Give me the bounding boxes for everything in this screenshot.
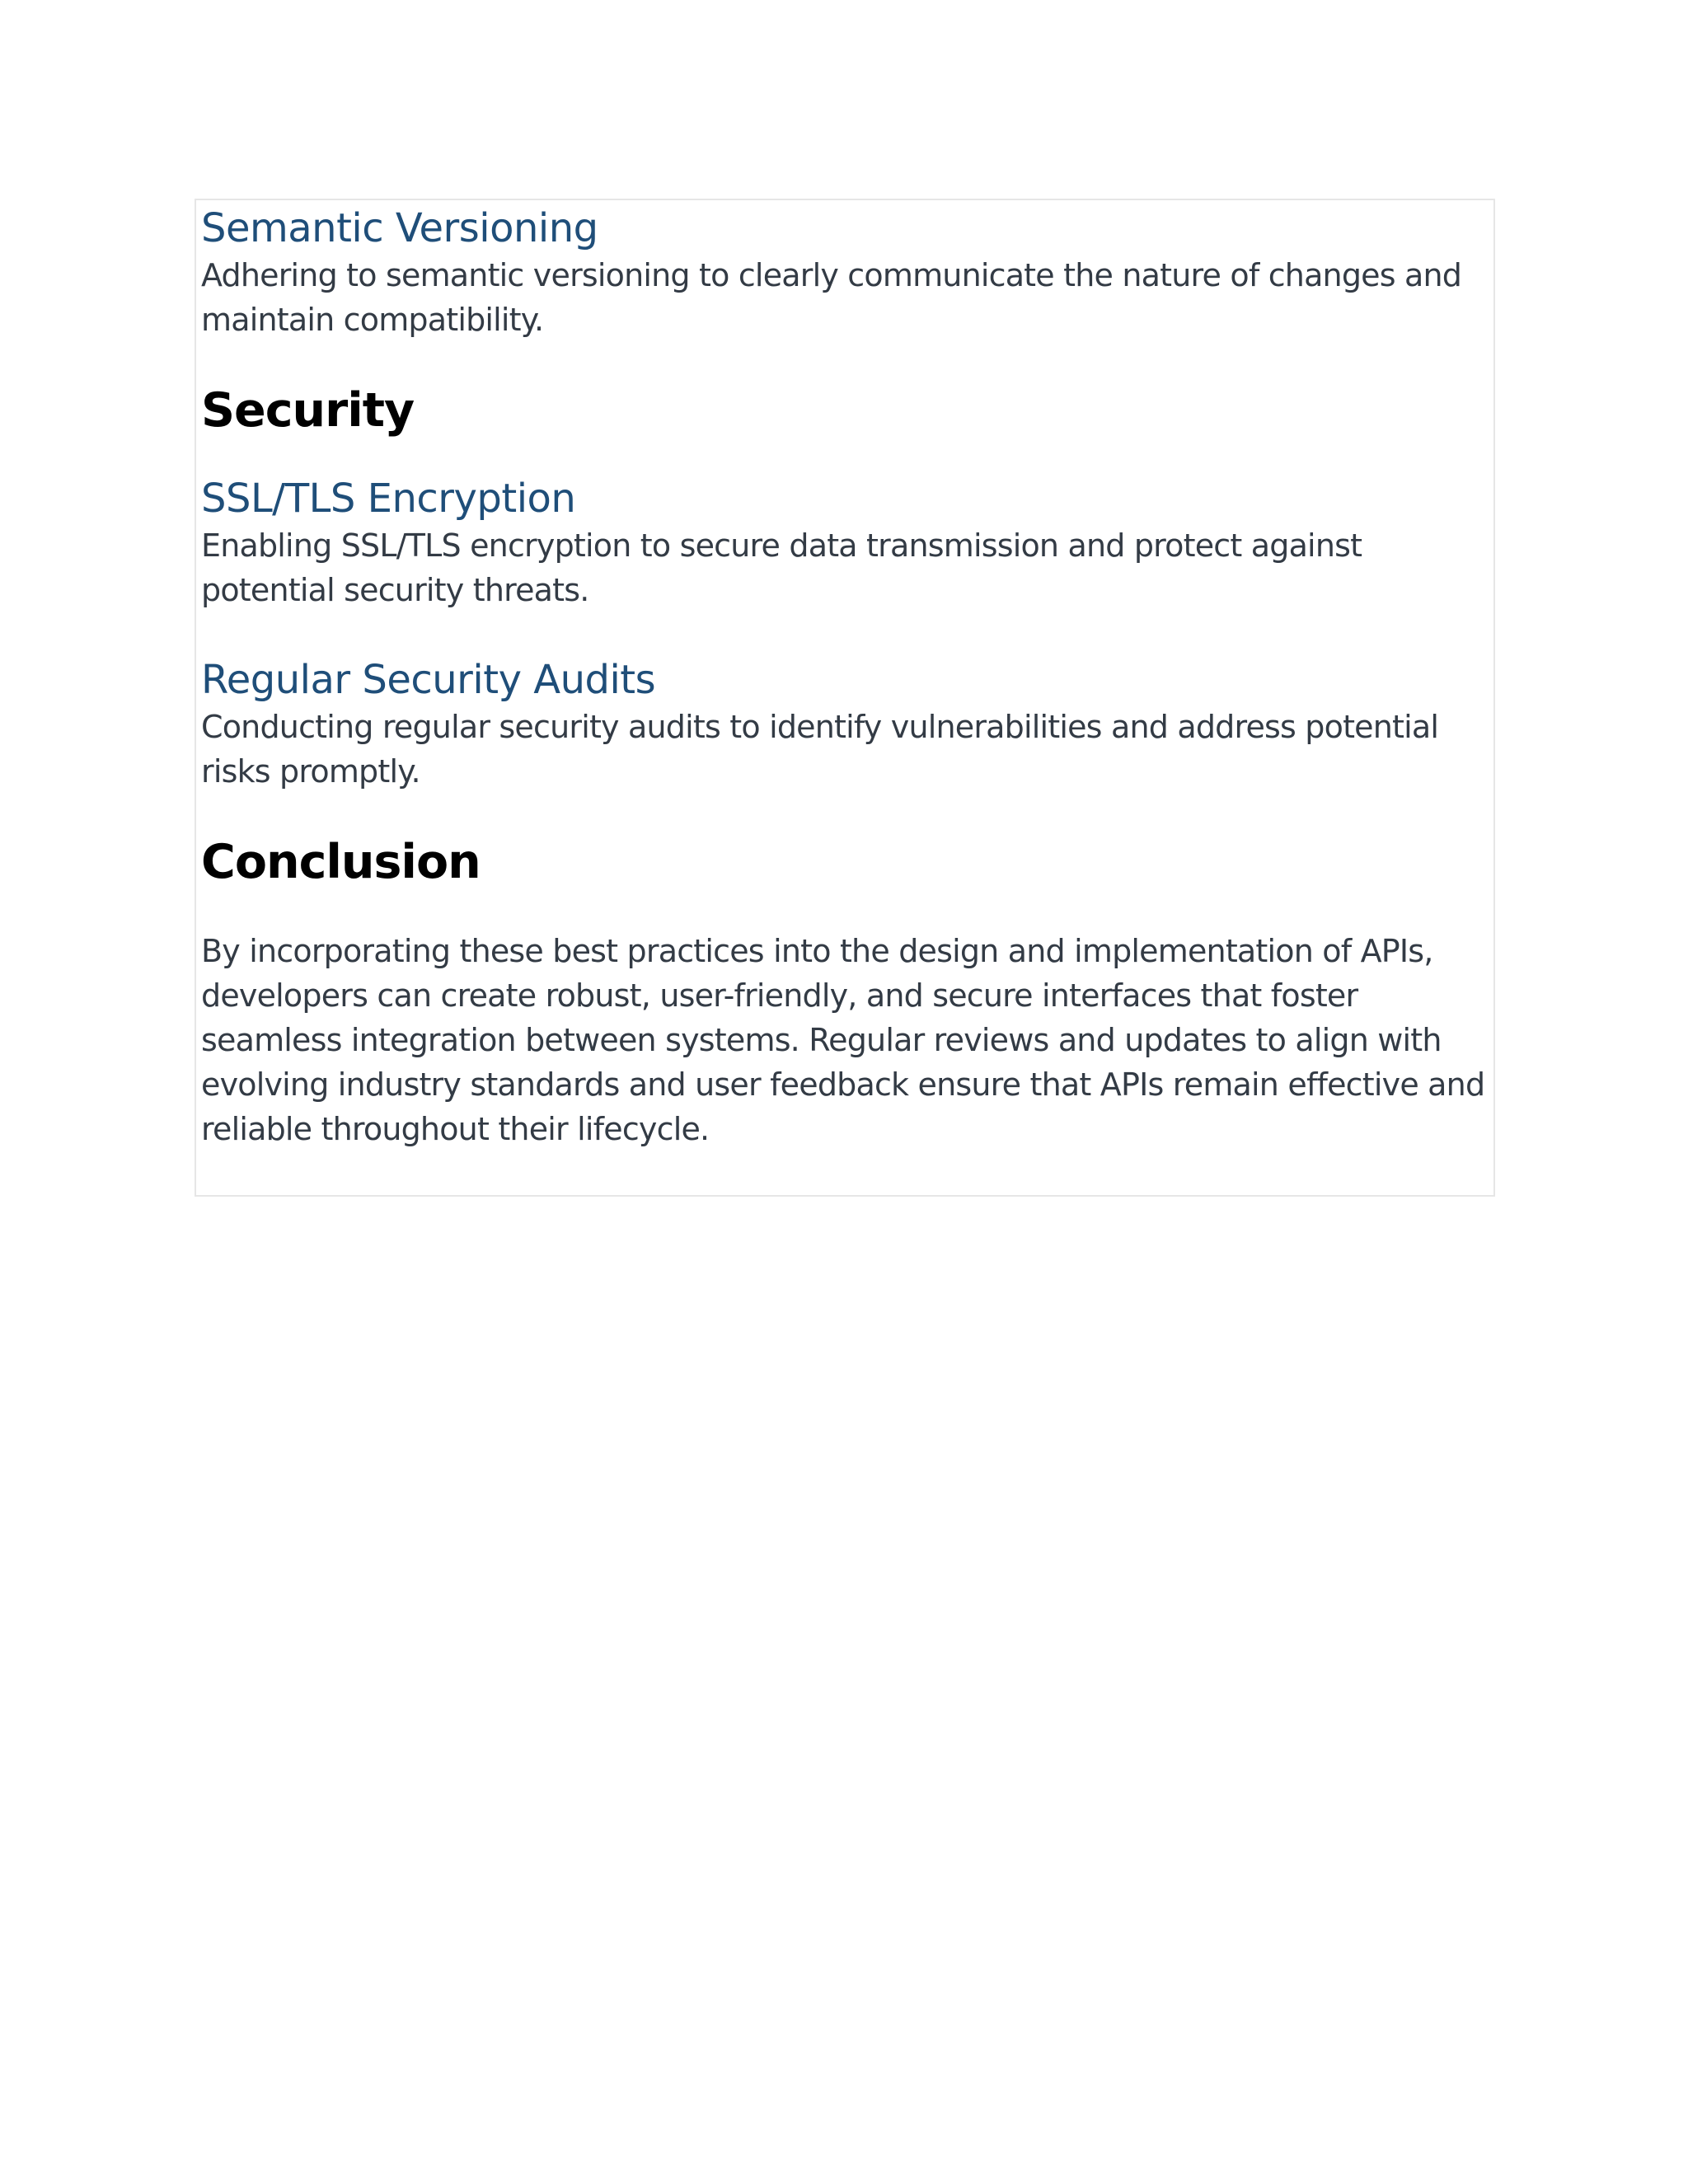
security-audits-text: Conducting regular security audits to identify vulnerabilities and address potential risks promptly. (201, 709, 1439, 790)
ssl-tls-heading: SSL/TLS Encryption (201, 476, 576, 522)
conclusion-heading: Conclusion (201, 835, 481, 889)
security-audits-heading: Regular Security Audits (201, 657, 656, 703)
semantic-versioning-heading: Semantic Versioning (201, 205, 598, 251)
conclusion-text: By incorporating these best practices into the design and implementation of APIs, developers can create robust, user-friendly, and secure interfaces that foster seamless integration between systems. Regular reviews and updates to align with evolving industry standards and user feedback ensure that APIs remain effective and reliable throughout their lifecycle. (201, 933, 1485, 1147)
ssl-tls-text: Enabling SSL/TLS encryption to secure data transmission and protect against potential security threats. (201, 527, 1362, 608)
security-heading: Security (201, 383, 415, 438)
semantic-versioning-text: Adhering to semantic versioning to clearly communicate the nature of changes and maintain compatibility. (201, 257, 1462, 338)
document-content (195, 199, 1495, 1197)
